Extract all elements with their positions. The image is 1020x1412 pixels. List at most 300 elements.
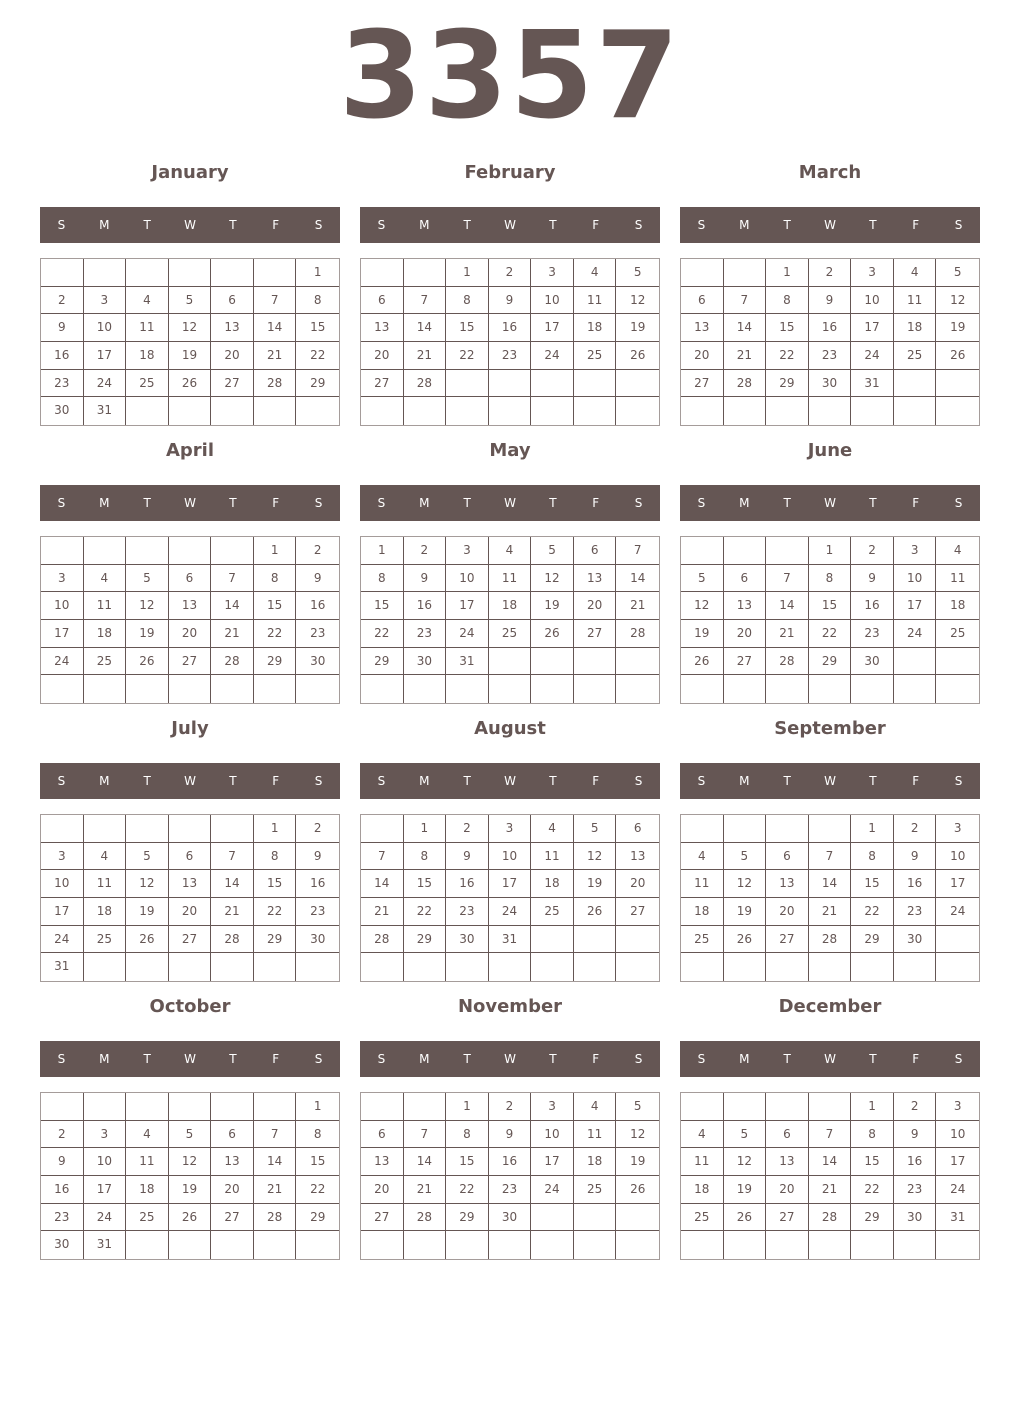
day-cell: [851, 675, 894, 703]
day-cell: 29: [404, 926, 447, 954]
weekday-label: F: [912, 218, 920, 232]
day-cell: 20: [616, 870, 659, 898]
day-cell: 3: [936, 1093, 979, 1121]
month-title: July: [171, 718, 209, 739]
day-cell: [296, 953, 339, 981]
day-cell: 20: [361, 1176, 404, 1204]
day-cell: 14: [724, 314, 767, 342]
day-cell: [681, 537, 724, 565]
day-cell: 30: [809, 370, 852, 398]
day-cell: [361, 953, 404, 981]
day-cell: 31: [489, 926, 532, 954]
day-cell: 25: [936, 620, 979, 648]
day-cell: [766, 397, 809, 425]
day-cell: 11: [574, 1121, 617, 1149]
day-cell: [574, 926, 617, 954]
day-cell: 23: [489, 342, 532, 370]
day-cell: 5: [616, 259, 659, 287]
day-cell: 25: [574, 342, 617, 370]
day-cell: [936, 370, 979, 398]
day-cell: 24: [41, 648, 84, 676]
weekday-label: M: [99, 218, 110, 232]
day-cell: 20: [361, 342, 404, 370]
month-title: September: [774, 718, 886, 739]
day-cell: [404, 1093, 447, 1121]
weekday-label: T: [229, 774, 237, 788]
weekday-label: S: [697, 496, 706, 510]
day-cell: 17: [851, 314, 894, 342]
day-cell: [41, 1093, 84, 1121]
day-cell: 16: [851, 592, 894, 620]
day-cell: 4: [574, 259, 617, 287]
day-cell: 13: [766, 1148, 809, 1176]
day-cell: 23: [894, 898, 937, 926]
day-cell: 20: [574, 592, 617, 620]
day-cell: 10: [894, 565, 937, 593]
day-cell: 3: [531, 259, 574, 287]
weekday-label: S: [634, 774, 643, 788]
day-cell: 25: [681, 1204, 724, 1232]
day-cell: 21: [616, 592, 659, 620]
day-cell: 2: [404, 537, 447, 565]
day-cell: 21: [361, 898, 404, 926]
day-cell: 26: [724, 926, 767, 954]
day-cell: 6: [574, 537, 617, 565]
weekday-label: F: [272, 774, 280, 788]
day-cell: 10: [41, 592, 84, 620]
weekday-label: W: [824, 1052, 836, 1066]
day-cell: 22: [254, 620, 297, 648]
day-grid: [360, 1092, 660, 1260]
day-cell: [211, 815, 254, 843]
weekday-label: M: [419, 496, 430, 510]
weekday-label: M: [739, 218, 750, 232]
day-cell: 16: [41, 342, 84, 370]
day-cell: 28: [254, 370, 297, 398]
day-cell: 6: [681, 287, 724, 315]
day-cell: 27: [724, 648, 767, 676]
day-cell: 28: [809, 926, 852, 954]
weekday-label: S: [314, 496, 323, 510]
day-cell: [126, 259, 169, 287]
day-cell: [681, 1231, 724, 1259]
day-cell: [84, 815, 127, 843]
weekday-label: M: [739, 496, 750, 510]
day-cell: 29: [851, 1204, 894, 1232]
day-cell: 27: [361, 370, 404, 398]
day-cell: 5: [681, 565, 724, 593]
day-cell: [574, 397, 617, 425]
day-cell: 15: [361, 592, 404, 620]
weekday-label: T: [143, 1052, 151, 1066]
day-cell: 27: [169, 648, 212, 676]
day-cell: 9: [296, 565, 339, 593]
weekday-label: W: [824, 774, 836, 788]
weekday-label: F: [912, 1052, 920, 1066]
day-cell: 28: [211, 648, 254, 676]
weekday-label: W: [824, 218, 836, 232]
month-title: November: [457, 996, 563, 1017]
weekday-label: S: [377, 496, 386, 510]
day-cell: 16: [296, 870, 339, 898]
day-cell: 28: [616, 620, 659, 648]
day-cell: [169, 537, 212, 565]
day-cell: 5: [169, 287, 212, 315]
day-cell: 23: [894, 1176, 937, 1204]
day-cell: 8: [254, 565, 297, 593]
day-cell: [211, 397, 254, 425]
day-cell: 16: [489, 1148, 532, 1176]
day-cell: 31: [84, 397, 127, 425]
day-cell: [936, 953, 979, 981]
day-cell: [681, 815, 724, 843]
day-cell: 7: [211, 843, 254, 871]
day-cell: [809, 397, 852, 425]
day-cell: 12: [681, 592, 724, 620]
day-cell: 30: [41, 1231, 84, 1259]
day-cell: 2: [851, 537, 894, 565]
day-cell: 27: [574, 620, 617, 648]
day-cell: 12: [126, 592, 169, 620]
day-cell: 6: [361, 1121, 404, 1149]
day-cell: 12: [724, 870, 767, 898]
day-cell: 30: [446, 926, 489, 954]
day-cell: 18: [894, 314, 937, 342]
day-cell: 30: [404, 648, 447, 676]
day-cell: [211, 1093, 254, 1121]
day-cell: 24: [84, 1204, 127, 1232]
day-cell: [766, 953, 809, 981]
day-cell: 5: [724, 1121, 767, 1149]
day-cell: 1: [254, 537, 297, 565]
day-cell: 19: [616, 314, 659, 342]
day-cell: 17: [41, 898, 84, 926]
day-cell: 15: [851, 870, 894, 898]
day-cell: [126, 1231, 169, 1259]
day-cell: 12: [936, 287, 979, 315]
day-cell: 8: [254, 843, 297, 871]
day-cell: 30: [894, 1204, 937, 1232]
day-cell: [211, 537, 254, 565]
day-cell: 6: [766, 1121, 809, 1149]
day-cell: 31: [84, 1231, 127, 1259]
day-cell: 29: [361, 648, 404, 676]
day-cell: 9: [894, 843, 937, 871]
day-cell: 19: [936, 314, 979, 342]
day-cell: 9: [41, 314, 84, 342]
day-cell: [574, 953, 617, 981]
day-cell: 6: [616, 815, 659, 843]
day-cell: [766, 1231, 809, 1259]
weekday-label: M: [99, 496, 110, 510]
day-cell: 16: [809, 314, 852, 342]
day-cell: 18: [936, 592, 979, 620]
day-cell: 18: [574, 1148, 617, 1176]
weekday-label: S: [634, 496, 643, 510]
day-cell: 22: [296, 342, 339, 370]
day-cell: [724, 259, 767, 287]
day-cell: 30: [41, 397, 84, 425]
day-cell: 12: [574, 843, 617, 871]
day-cell: [361, 815, 404, 843]
day-cell: 2: [809, 259, 852, 287]
day-cell: 25: [681, 926, 724, 954]
day-cell: 14: [254, 314, 297, 342]
day-cell: 23: [404, 620, 447, 648]
day-cell: 21: [211, 620, 254, 648]
weekday-label: T: [463, 1052, 471, 1066]
day-cell: 7: [211, 565, 254, 593]
day-cell: 13: [361, 314, 404, 342]
day-cell: [574, 675, 617, 703]
day-cell: 2: [296, 537, 339, 565]
day-cell: [851, 397, 894, 425]
weekday-label: T: [143, 774, 151, 788]
day-cell: [84, 675, 127, 703]
day-cell: 18: [126, 342, 169, 370]
day-cell: 21: [404, 1176, 447, 1204]
weekday-label: W: [824, 496, 836, 510]
day-grid: [680, 536, 980, 704]
day-grid: [40, 258, 340, 426]
day-cell: 19: [724, 1176, 767, 1204]
weekday-label: S: [954, 1052, 963, 1066]
day-cell: [489, 397, 532, 425]
day-cell: 11: [126, 314, 169, 342]
day-cell: [126, 397, 169, 425]
day-cell: [169, 815, 212, 843]
day-cell: 3: [41, 843, 84, 871]
day-cell: [169, 953, 212, 981]
day-cell: 22: [361, 620, 404, 648]
weekday-label: T: [229, 1052, 237, 1066]
day-cell: 1: [446, 1093, 489, 1121]
day-cell: 19: [169, 1176, 212, 1204]
day-cell: 15: [296, 314, 339, 342]
day-cell: 25: [894, 342, 937, 370]
day-cell: [724, 1093, 767, 1121]
day-cell: [489, 675, 532, 703]
day-cell: [766, 815, 809, 843]
day-cell: 9: [489, 287, 532, 315]
day-cell: [41, 259, 84, 287]
day-cell: 28: [766, 648, 809, 676]
day-cell: 21: [254, 1176, 297, 1204]
weekday-label: T: [549, 218, 557, 232]
day-cell: 19: [681, 620, 724, 648]
day-cell: 29: [766, 370, 809, 398]
day-cell: 26: [169, 1204, 212, 1232]
day-cell: [531, 397, 574, 425]
day-cell: 11: [531, 843, 574, 871]
day-cell: 16: [296, 592, 339, 620]
day-cell: 8: [296, 287, 339, 315]
day-cell: 5: [531, 537, 574, 565]
day-cell: 20: [724, 620, 767, 648]
day-cell: [361, 259, 404, 287]
day-cell: 28: [361, 926, 404, 954]
weekday-label: S: [314, 218, 323, 232]
day-cell: 31: [851, 370, 894, 398]
day-cell: 25: [574, 1176, 617, 1204]
day-cell: 31: [936, 1204, 979, 1232]
day-cell: 18: [126, 1176, 169, 1204]
day-cell: 25: [489, 620, 532, 648]
day-cell: 29: [254, 648, 297, 676]
day-cell: [361, 1093, 404, 1121]
weekday-label: F: [592, 218, 600, 232]
day-grid: [680, 258, 980, 426]
day-cell: 7: [404, 287, 447, 315]
day-cell: 13: [169, 870, 212, 898]
day-grid: [40, 1092, 340, 1260]
day-cell: 20: [211, 342, 254, 370]
month-title: December: [778, 996, 882, 1017]
day-cell: 3: [851, 259, 894, 287]
day-cell: 9: [489, 1121, 532, 1149]
weekday-label: W: [184, 1052, 196, 1066]
day-cell: [404, 1231, 447, 1259]
day-cell: 1: [446, 259, 489, 287]
weekday-label: S: [697, 1052, 706, 1066]
day-cell: 7: [724, 287, 767, 315]
day-cell: [126, 675, 169, 703]
month-title: February: [464, 162, 556, 183]
day-cell: [724, 397, 767, 425]
day-cell: 14: [211, 870, 254, 898]
day-cell: 13: [766, 870, 809, 898]
day-cell: [574, 1231, 617, 1259]
day-cell: 20: [681, 342, 724, 370]
day-cell: 2: [489, 259, 532, 287]
day-cell: 26: [531, 620, 574, 648]
day-cell: [531, 926, 574, 954]
day-cell: 4: [84, 565, 127, 593]
weekday-label: S: [377, 774, 386, 788]
day-cell: 15: [446, 1148, 489, 1176]
month-title: June: [807, 440, 853, 461]
day-cell: 4: [489, 537, 532, 565]
day-cell: 5: [126, 843, 169, 871]
day-cell: 24: [531, 342, 574, 370]
weekday-label: S: [954, 218, 963, 232]
day-cell: 21: [211, 898, 254, 926]
day-cell: 19: [531, 592, 574, 620]
weekday-label: W: [504, 774, 516, 788]
day-cell: 14: [809, 1148, 852, 1176]
day-cell: 21: [254, 342, 297, 370]
day-cell: 3: [894, 537, 937, 565]
day-cell: 4: [574, 1093, 617, 1121]
day-cell: 2: [489, 1093, 532, 1121]
day-cell: 12: [531, 565, 574, 593]
day-cell: 2: [41, 287, 84, 315]
day-grid: [360, 258, 660, 426]
day-cell: [169, 1231, 212, 1259]
day-cell: 14: [404, 1148, 447, 1176]
day-cell: 10: [446, 565, 489, 593]
day-cell: [894, 370, 937, 398]
weekday-label: T: [549, 496, 557, 510]
weekday-label: T: [783, 218, 791, 232]
day-cell: 1: [851, 1093, 894, 1121]
weekday-label: M: [419, 1052, 430, 1066]
day-cell: 23: [296, 620, 339, 648]
day-cell: 11: [574, 287, 617, 315]
day-cell: 1: [809, 537, 852, 565]
day-cell: 27: [766, 926, 809, 954]
weekday-label: T: [549, 1052, 557, 1066]
day-cell: 21: [766, 620, 809, 648]
day-cell: 15: [809, 592, 852, 620]
day-cell: 13: [361, 1148, 404, 1176]
day-cell: 9: [41, 1148, 84, 1176]
day-cell: [936, 926, 979, 954]
weekday-header: [360, 1041, 660, 1077]
day-cell: 17: [446, 592, 489, 620]
day-cell: [254, 259, 297, 287]
day-cell: 27: [211, 1204, 254, 1232]
day-cell: 20: [169, 620, 212, 648]
day-cell: 20: [766, 898, 809, 926]
month-title: May: [489, 440, 531, 461]
day-cell: 11: [894, 287, 937, 315]
month-title: April: [165, 440, 215, 461]
day-cell: 15: [446, 314, 489, 342]
day-cell: 24: [531, 1176, 574, 1204]
day-cell: 4: [894, 259, 937, 287]
day-cell: 21: [809, 1176, 852, 1204]
day-cell: [894, 1231, 937, 1259]
day-cell: 4: [531, 815, 574, 843]
day-cell: 22: [446, 1176, 489, 1204]
day-cell: 29: [254, 926, 297, 954]
day-cell: [894, 953, 937, 981]
day-cell: 7: [766, 565, 809, 593]
day-cell: 4: [681, 843, 724, 871]
day-cell: 18: [84, 898, 127, 926]
day-cell: [446, 675, 489, 703]
day-cell: 14: [766, 592, 809, 620]
weekday-label: T: [229, 496, 237, 510]
day-cell: 22: [809, 620, 852, 648]
day-cell: 3: [41, 565, 84, 593]
weekday-label: S: [697, 218, 706, 232]
day-cell: 4: [936, 537, 979, 565]
day-cell: [446, 397, 489, 425]
day-cell: 10: [936, 1121, 979, 1149]
day-cell: 3: [446, 537, 489, 565]
day-cell: [489, 370, 532, 398]
day-cell: [681, 397, 724, 425]
weekday-label: T: [869, 496, 877, 510]
weekday-label: S: [377, 1052, 386, 1066]
day-cell: 11: [681, 1148, 724, 1176]
day-cell: 7: [404, 1121, 447, 1149]
day-cell: 6: [211, 287, 254, 315]
day-cell: 22: [296, 1176, 339, 1204]
day-cell: 29: [296, 370, 339, 398]
day-cell: [681, 1093, 724, 1121]
weekday-label: M: [99, 1052, 110, 1066]
weekday-label: T: [463, 218, 471, 232]
day-cell: 24: [894, 620, 937, 648]
day-cell: [936, 1231, 979, 1259]
day-cell: [851, 953, 894, 981]
day-cell: [616, 370, 659, 398]
day-cell: [361, 675, 404, 703]
day-cell: 11: [84, 592, 127, 620]
